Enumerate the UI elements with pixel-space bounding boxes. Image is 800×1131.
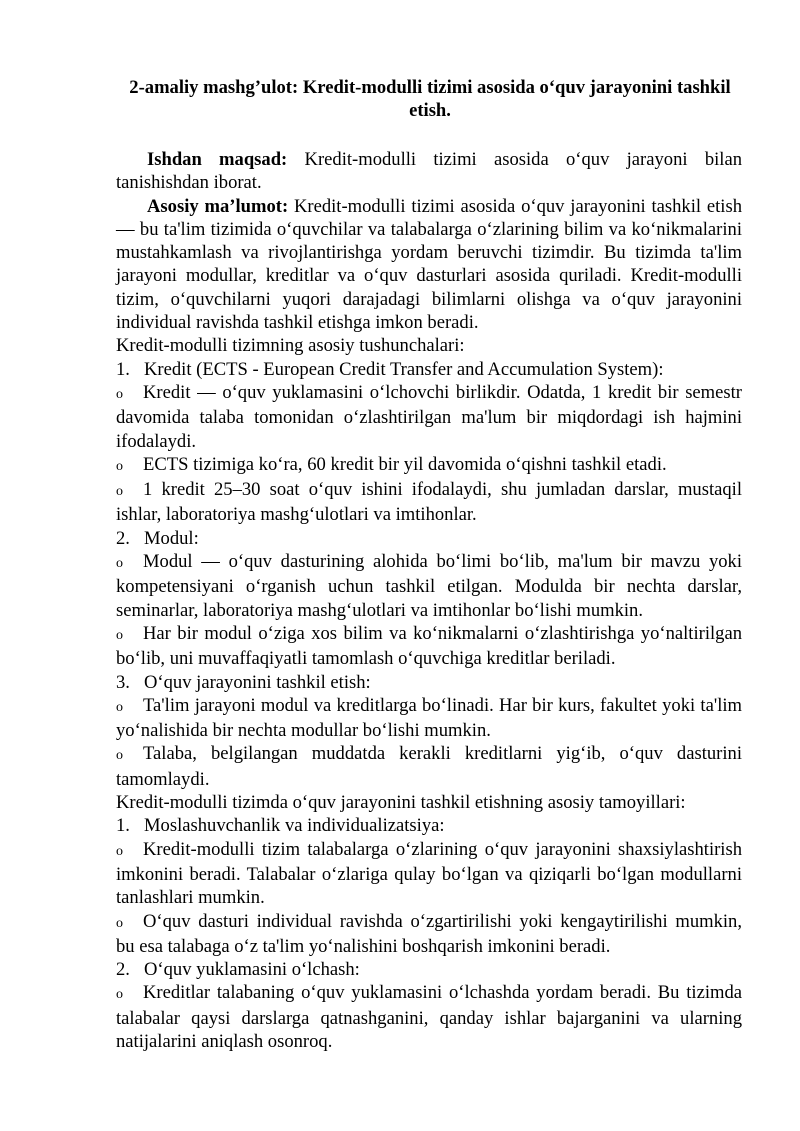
list-number: 1. xyxy=(116,815,130,837)
list-number: 2. xyxy=(116,959,130,981)
bullet-marker: o xyxy=(116,748,123,764)
bullet-item xyxy=(116,981,742,1053)
list-item xyxy=(116,958,742,981)
bullet-item xyxy=(116,838,742,910)
bullet-marker: o xyxy=(116,458,123,474)
bullet-marker: o xyxy=(116,699,123,715)
bullet-item xyxy=(116,742,742,791)
bullet-marker: o xyxy=(116,556,123,572)
list-heading: O‘quv yuklamasini o‘lchash: xyxy=(144,959,360,981)
bullet-item xyxy=(116,453,742,478)
list-item xyxy=(116,671,742,694)
bullet-text: Kredit — o‘quv yuklamasini o‘lchovchi birlikdir. Odatda, 1 kredit bir semestr davomida talaba tomonidan o‘zlashtirilgan ma'lum bir miqdordagi ish hajmini ifodalaydi. xyxy=(116,381,742,452)
bullet-item xyxy=(116,622,742,671)
list-number: 2. xyxy=(116,527,130,549)
bullet-item xyxy=(116,550,742,622)
page-title: 2-amaliy mashg’ulot: Kredit-modulli tizimi asosida o‘quv jarayonini tashkil etish. xyxy=(129,77,731,121)
list-heading: Kredit (ECTS - European Credit Transfer and Accumulation System): xyxy=(144,358,664,380)
bullet-marker: o xyxy=(116,627,123,643)
list-heading: O‘quv jarayonini tashkil etish: xyxy=(144,671,371,693)
list-number: 3. xyxy=(116,671,130,693)
list-item xyxy=(116,527,742,550)
list-item xyxy=(116,358,742,381)
bullet-text: Har bir modul o‘ziga xos bilim va ko‘nikmalarni o‘zlashtirishga yo‘naltirilgan bo‘lib, uni muvaffaqiyatli tamomlash o‘quvchiga kreditlar beriladi. xyxy=(116,622,742,670)
bullet-text: Kredit-modulli tizim talabalarga o‘zlarining o‘quv jarayonini shaxsiylashtirish imkonini beradi. Talabalar o‘zlariga qulay bo‘lgan va qiziqarli bo‘lgan modullarni tanlashlari mumkin. xyxy=(116,838,742,909)
list-heading: Moslashuvchanlik va individualizatsiya: xyxy=(144,815,445,837)
bullet-item xyxy=(116,694,742,743)
goal-paragraph xyxy=(116,148,742,195)
bullet-text: Talaba, belgilangan muddatda kerakli kreditlarni yig‘ib, o‘quv dasturini tamomlaydi. xyxy=(116,743,742,790)
basic-info-text: Kredit-modulli tizimi asosida o‘quv jarayonini tashkil etish — bu ta'lim tizimida o‘quvchilar va talabalarga o‘zlarining bilim va ko‘nikmalarini mustahkamlash va rivojlantirishga yordam beruvchi tizimdir. Bu tizimda ta'lim jarayoni modullar, kreditlar va o‘quv dasturlari asosida quriladi. Kredit-modulli tizim, o‘quvchilarni yuqori darajadagi bilimlarni olishga va o‘quv jarayonini individual ravishda tashkil etishga imkon beradi. xyxy=(116,195,742,334)
document-body xyxy=(116,148,742,1053)
bullet-text: ECTS tizimiga ko‘ra, 60 kredit bir yil davomida o‘qishni tashkil etadi. xyxy=(143,453,667,475)
bullet-text: O‘quv dasturi individual ravishda o‘zgartirilishi yoki kengaytirilishi mumkin, bu esa talabaga o‘z ta'lim yo‘nalishini boshqarish imkonini beradi. xyxy=(116,910,742,957)
bullet-item xyxy=(116,910,742,959)
goal-text: Kredit-modulli tizimi asosida o‘quv jarayoni bilan tanishishdan iborat. xyxy=(116,149,743,194)
bullet-text: Ta'lim jarayoni modul va kreditlarga bo‘linadi. Har bir kurs, fakultet yoki ta'lim yo‘nalishida bir nechta modullar bo‘lishi mumkin. xyxy=(116,694,742,742)
bullet-text: Modul — o‘quv dasturining alohida bo‘limi bo‘lib, ma'lum bir mavzu yoki kompetensiyani o‘rganish uchun tashkil etilgan. Modulda bir nechta darslar, seminarlar, laboratoriya mashg‘ulotlari va imtihonlar bo‘lishi mumkin. xyxy=(116,551,742,621)
bullet-item xyxy=(116,478,742,527)
principles-heading: Kredit-modulli tizimda o‘quv jarayonini tashkil etishning asosiy tamoyillari: xyxy=(116,792,686,814)
bullet-marker: o xyxy=(116,915,123,931)
list-item xyxy=(116,814,742,837)
goal-label: Ishdan maqsad: xyxy=(147,149,288,170)
bullet-marker: o xyxy=(116,484,123,500)
bullet-marker: o xyxy=(116,386,123,402)
concepts-heading: Kredit-modulli tizimning asosiy tushunchalari: xyxy=(116,335,465,357)
basic-info-label: Asosiy ma’lumot: xyxy=(147,195,289,217)
bullet-item xyxy=(116,381,742,453)
list-number: 1. xyxy=(116,358,130,380)
bullet-marker: o xyxy=(116,987,123,1003)
basic-info-paragraph xyxy=(116,195,742,335)
bullet-text: Kreditlar talabaning o‘quv yuklamasini o‘lchashda yordam beradi. Bu tizimda talabalar qaysi darslarga qatnashganini, qanday ishlar bajarganini va ularning natijalarini aniqlash osonroq. xyxy=(116,982,742,1052)
list-heading: Modul: xyxy=(144,527,199,549)
bullet-text: 1 kredit 25–30 soat o‘quv ishini ifodalaydi, shu jumladan darslar, mustaqil ishlar, laboratoriya mashg‘ulotlari va imtihonlar. xyxy=(116,479,742,526)
bullet-marker: o xyxy=(116,843,123,859)
